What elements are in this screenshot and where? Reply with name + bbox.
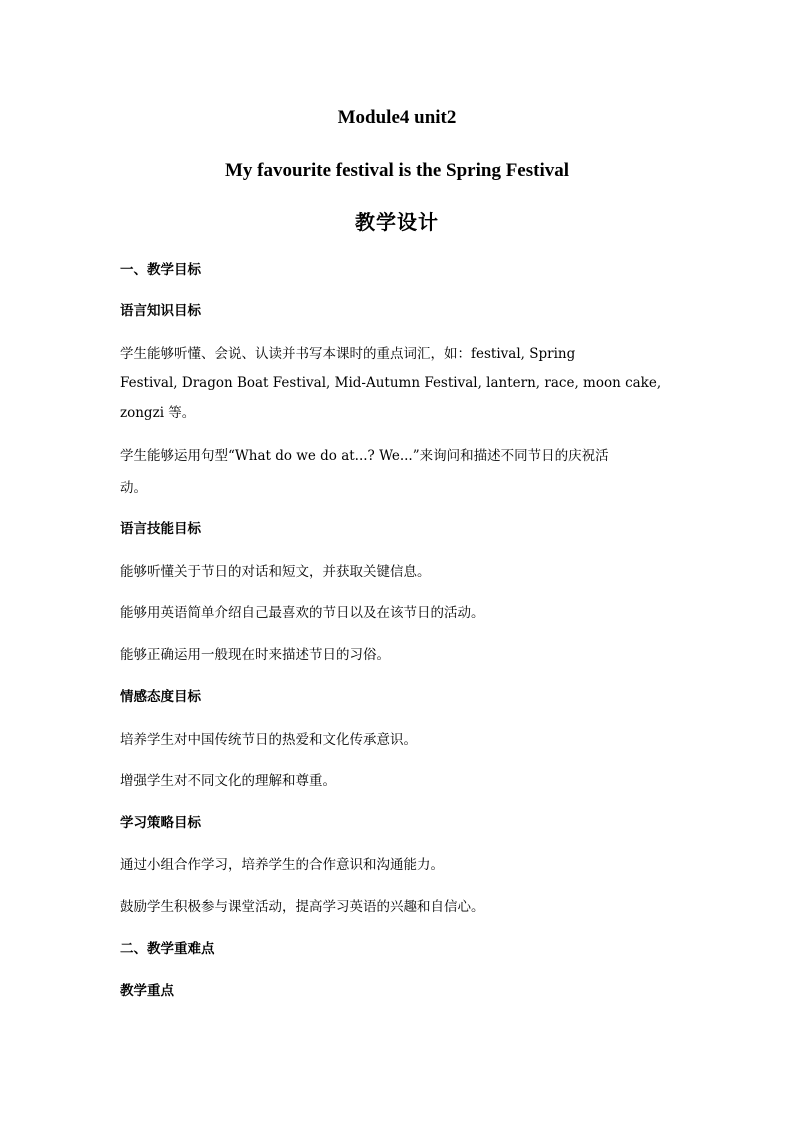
document-type-title: 教学设计: [355, 210, 439, 234]
skill-item-3: 能够正确运用一般现在时来描述节日的习俗。: [120, 647, 390, 663]
subheading-skill-objectives: 语言技能目标: [120, 521, 201, 537]
attitude-item-1: 培养学生对中国传统节日的热爱和文化传承意识。: [120, 732, 417, 748]
subheading-teaching-focus: 教学重点: [120, 983, 174, 999]
attitude-item-2: 增强学生对不同文化的理解和尊重。: [120, 773, 336, 789]
section-heading-key-difficult-points: 二、教学重难点: [120, 941, 215, 957]
knowledge-paragraph-line-1: 学生能够听懂、会说、认读并书写本课时的重点词汇，如：festival, Spring: [120, 346, 576, 362]
module-title: Module4 unit2: [337, 107, 457, 128]
subheading-knowledge-objectives: 语言知识目标: [120, 303, 201, 319]
knowledge-paragraph-line-4: 学生能够运用句型“What do we do at...? We...”来询问和描述不同节日的庆祝活: [120, 448, 609, 464]
skill-item-1: 能够听懂关于节日的对话和短文，并获取关键信息。: [120, 564, 431, 580]
section-heading-objectives: 一、教学目标: [120, 262, 201, 278]
strategy-item-2: 鼓励学生积极参与课堂活动，提高学习英语的兴趣和自信心。: [120, 899, 485, 915]
subheading-strategy-objectives: 学习策略目标: [120, 815, 201, 831]
knowledge-paragraph-line-5: 动。: [120, 480, 147, 496]
skill-item-2: 能够用英语简单介绍自己最喜欢的节日以及在该节日的活动。: [120, 605, 485, 621]
subheading-attitude-objectives: 情感态度目标: [120, 689, 201, 705]
knowledge-paragraph-line-3: zongzi 等。: [120, 405, 196, 421]
strategy-item-1: 通过小组合作学习，培养学生的合作意识和沟通能力。: [120, 857, 444, 873]
lesson-title: My favourite festival is the Spring Festival: [224, 160, 570, 181]
knowledge-paragraph-line-2: Festival, Dragon Boat Festival, Mid-Autumn Festival, lantern, race, moon cake,: [120, 375, 662, 391]
